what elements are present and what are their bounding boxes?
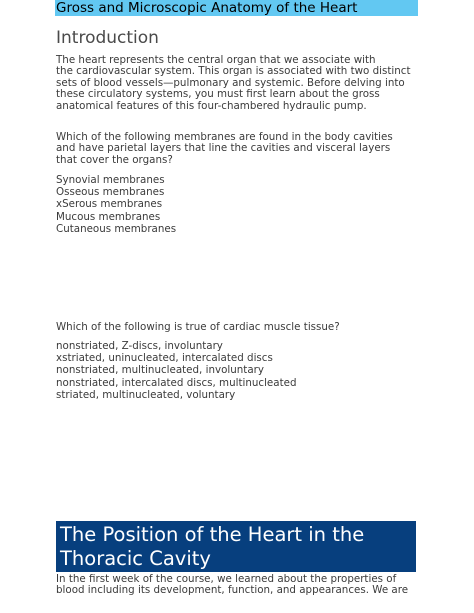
question-2-options (56, 340, 296, 401)
answer-option: nonstriated, multinucleated, involuntary (56, 364, 264, 377)
introduction-paragraph (56, 55, 418, 112)
paragraph-line: blood including its development, function, and appearances. We are (56, 584, 409, 597)
answer-option: Cutaneous membranes (56, 222, 177, 235)
paragraph-line: sets of blood vessels—pulmonary and systemic. Before delving into (56, 76, 405, 89)
answer-option: Mucous membranes (56, 210, 161, 223)
document-title: Gross and Microscopic Anatomy of the Heart (56, 0, 358, 16)
answer-option: nonstriated, Z-discs, involuntary (56, 340, 223, 352)
answer-option: nonstriated, intercalated discs, multinucleated (56, 376, 297, 389)
paragraph-line: anatomical features of this four-chambered hydraulic pump. (56, 99, 367, 112)
question-line: Which of the following is true of cardiac muscle tissue? (56, 321, 340, 333)
question-2-text (56, 322, 418, 333)
answer-option: Synovial membranes (56, 174, 165, 186)
introduction-heading: Introduction (56, 28, 159, 48)
question-line: that cover the organs? (56, 153, 173, 166)
question-line: Which of the following membranes are found in the body cavities (56, 131, 393, 143)
section-heading-banner (56, 521, 416, 572)
question-1-options (56, 174, 176, 235)
paragraph-line: The heart represents the central organ that we associate with (56, 54, 376, 66)
answer-option: striated, multinucleated, voluntary (56, 388, 236, 401)
section-heading-line: The Position of the Heart in the (60, 523, 365, 546)
answer-option-selected: xSerous membranes (56, 198, 163, 211)
answer-option: Osseous membranes (56, 186, 165, 199)
question-1-text (56, 132, 418, 166)
paragraph-line: the cardiovascular system. This organ is associated with two distinct (56, 65, 411, 78)
paragraph-line: these circulatory systems, you must first learn about the gross (56, 88, 380, 101)
document-title-banner (55, 0, 418, 16)
section-2-paragraph (56, 574, 418, 597)
paragraph-line: In the first week of the course, we learned about the properties of (56, 573, 397, 585)
question-line: and have parietal layers that line the cavities and visceral layers (56, 142, 391, 155)
answer-option-selected: xstriated, uninucleated, intercalated discs (56, 352, 273, 365)
section-heading-line: Thoracic Cavity (60, 547, 211, 570)
